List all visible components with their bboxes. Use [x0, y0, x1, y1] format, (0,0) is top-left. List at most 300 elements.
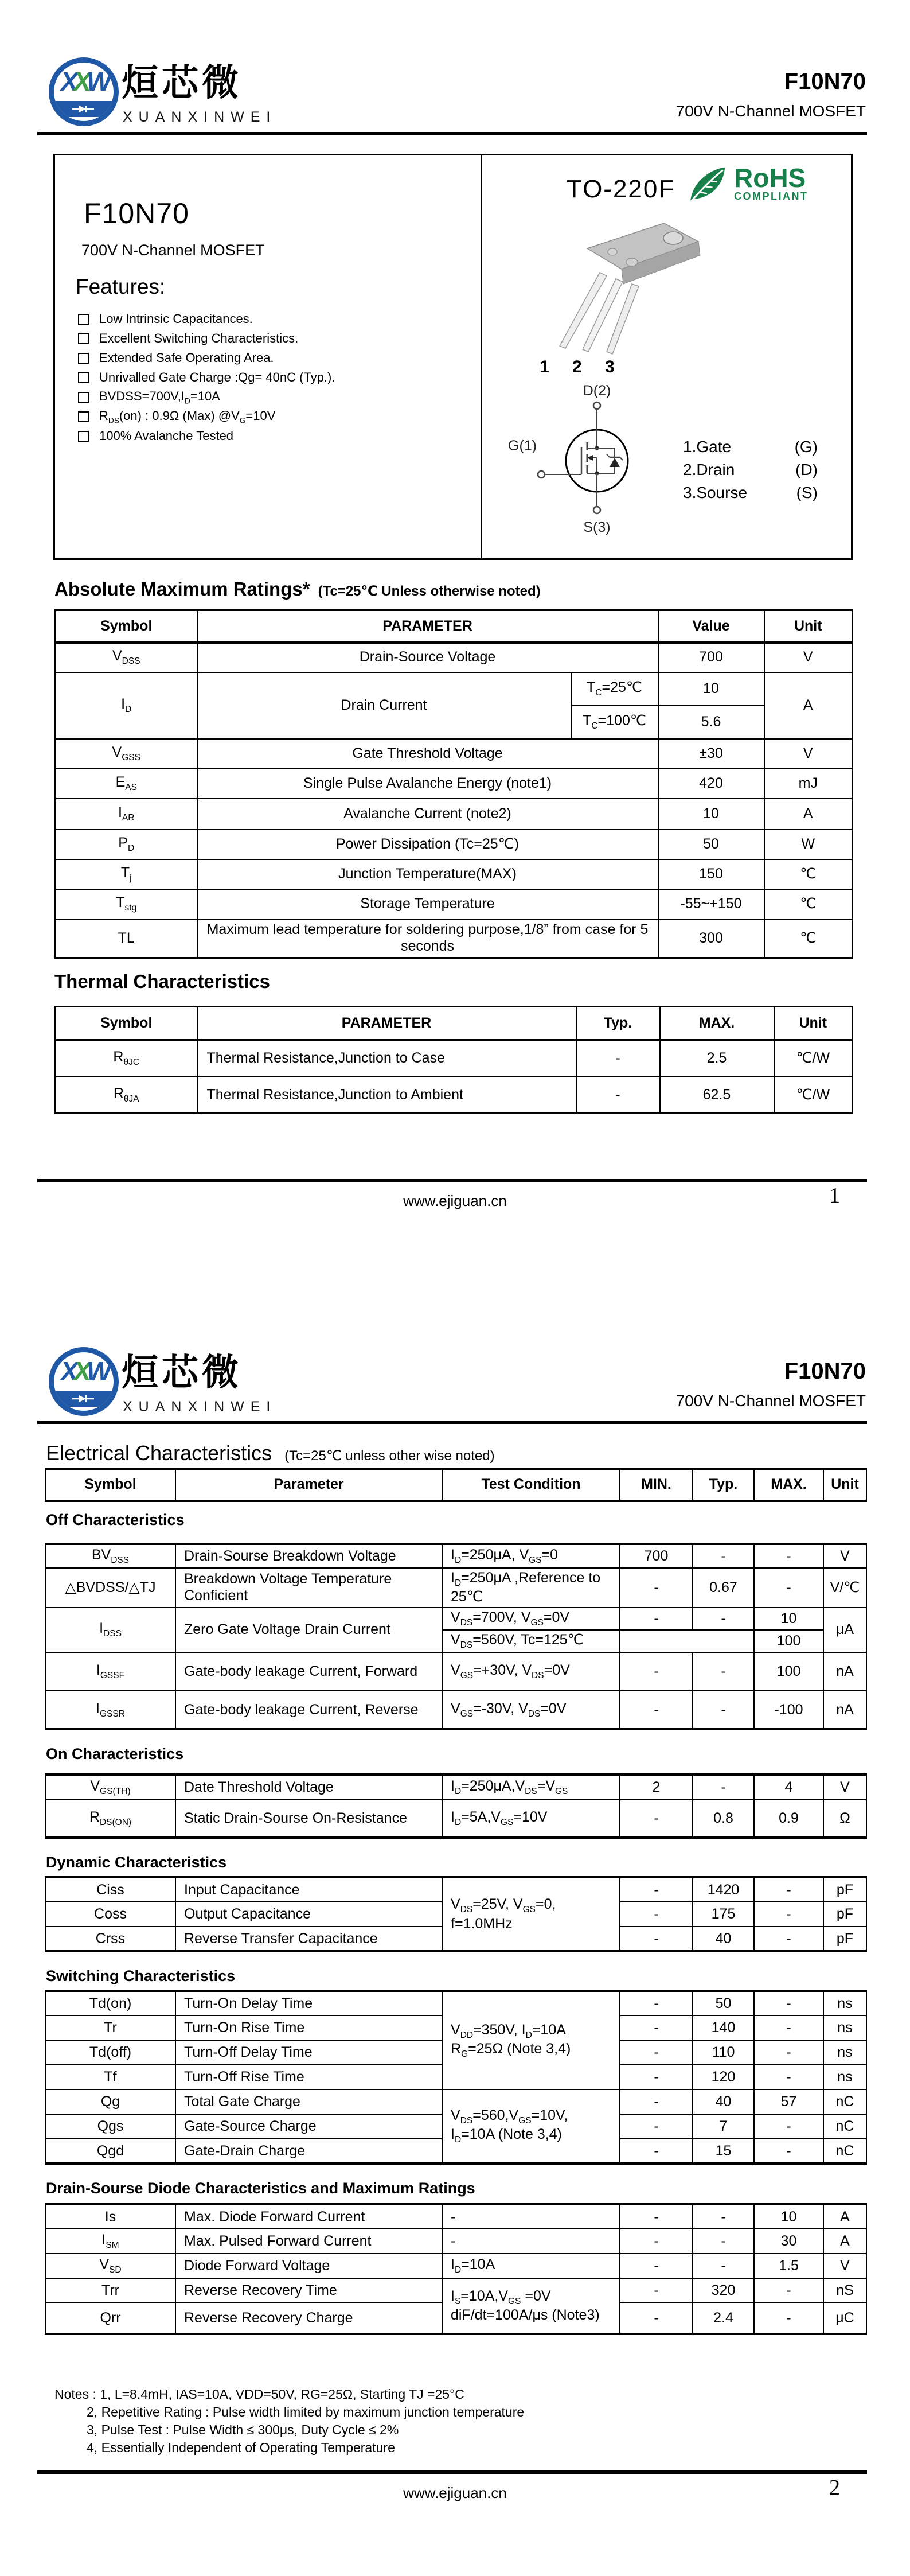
value-cell: 320: [693, 2278, 754, 2303]
feature-item: [78, 309, 335, 329]
header-part-number: F10N70: [784, 1359, 866, 1384]
value-cell: -: [693, 2229, 754, 2254]
condition-cell: $T_C=100℃$: [571, 706, 658, 739]
header-cell: Unit: [823, 1469, 866, 1501]
elec-section-table: [45, 1876, 867, 1952]
value-cell: -: [693, 2254, 754, 2278]
symbol-cell: $I_{GSSR}$: [45, 1691, 175, 1729]
header-cell: Symbol: [56, 610, 197, 643]
rohs-subtitle: COMPLIANT: [734, 190, 809, 202]
value-cell: -: [620, 2040, 693, 2065]
value-cell: -: [620, 2139, 693, 2163]
table-row: [45, 2254, 866, 2278]
symbol-cell: Tf: [45, 2065, 175, 2089]
feature-item: [78, 387, 335, 407]
feature-text: Low Intrinsic Capacitances.: [99, 312, 253, 326]
logo-band: [52, 101, 116, 117]
symbol-cell: Qgs: [45, 2114, 175, 2139]
parameter-cell: Reverse Recovery Time: [175, 2278, 442, 2303]
unit-cell: ns: [823, 2015, 866, 2040]
legend-pin-name: 2.Drain: [683, 461, 735, 478]
value-cell: 62.5: [660, 1077, 774, 1114]
value-cell: -: [620, 1800, 693, 1838]
value-cell: -: [693, 1652, 754, 1691]
page-number: 2: [829, 2476, 840, 2500]
parameter-cell: Drain-Sourse Breakdown Voltage: [175, 1544, 442, 1568]
value-cell: -: [754, 2303, 823, 2334]
legend-pin-symbol: (G): [794, 438, 818, 456]
value-cell: -: [576, 1077, 660, 1114]
condition-cell: $V_{DS}=700V$, $V_{GS}=0V$: [442, 1608, 620, 1630]
table-row: [45, 2204, 866, 2229]
symbol-cell: $BV_{DSS}$: [45, 1544, 175, 1568]
diode-icon: [71, 104, 96, 114]
condition-cell: $T_C=25℃$: [571, 672, 658, 706]
table-row: [45, 1544, 866, 1568]
unit-cell: ns: [823, 1991, 866, 2015]
unit-cell: nC: [823, 2089, 866, 2114]
feature-item: [78, 329, 335, 348]
company-logo: [49, 57, 119, 126]
elec-section-table: [45, 1773, 867, 1839]
legend-item: [683, 435, 818, 458]
condition-cell: $I_D=250\mu A$, $V_{GS}=0$: [442, 1544, 620, 1568]
symbol-cell: Is: [45, 2204, 175, 2229]
header-cell: Symbol: [56, 1007, 197, 1040]
logo-ring: [49, 1347, 119, 1416]
checkbox-icon: [78, 372, 89, 383]
parameter-cell: Gate-body leakage Current, Reverse: [175, 1691, 442, 1729]
table-row: [45, 1691, 866, 1729]
symbol-cell: $I_D$: [56, 672, 197, 739]
symbol-cell: Ciss: [45, 1877, 175, 1902]
parameter-cell: Gate-Source Charge: [175, 2114, 442, 2139]
abs-max-title: Absolute Maximum Ratings*: [54, 578, 310, 600]
value-cell: -: [693, 2204, 754, 2229]
diode-icon: [71, 1394, 96, 1403]
brand-name-cn: 烜芯微: [122, 62, 242, 103]
value-cell: -: [620, 2204, 693, 2229]
value-cell: -: [620, 1927, 693, 1951]
value-cell: 10: [754, 2204, 823, 2229]
value-cell: 0.9: [754, 1800, 823, 1838]
legend-item: [683, 481, 818, 504]
symbol-cell: Crss: [45, 1927, 175, 1951]
unit-cell: nA: [823, 1652, 866, 1691]
condition-cell: -: [442, 2229, 620, 2254]
parameter-cell: Storage Temperature: [197, 889, 658, 919]
parameter-cell: Maximum lead temperature for soldering purpose,1/8” from case for 5 seconds: [197, 919, 658, 958]
header-cell: Symbol: [45, 1469, 175, 1501]
footer-site: www.ejiguan.cn: [403, 2484, 507, 2501]
table-row: [56, 769, 853, 799]
value-cell: -: [620, 1608, 693, 1630]
parameter-cell: Avalanche Current (note2): [197, 799, 658, 830]
condition-cell: $I_D=250\mu A$ ,Reference to 25℃: [442, 1568, 620, 1608]
value-cell: -: [754, 1544, 823, 1568]
header-part-family: 700V N-Channel MOSFET: [675, 102, 866, 120]
symbol-cell: $I_{DSS}$: [45, 1608, 175, 1653]
value-cell: 15: [693, 2139, 754, 2163]
header-cell: PARAMETER: [197, 610, 658, 643]
parameter-cell: Gate Threshold Voltage: [197, 739, 658, 769]
checkbox-icon: [78, 411, 89, 422]
value-cell: 50: [658, 830, 764, 859]
header-cell: MAX.: [754, 1469, 823, 1501]
brand-name-en: XUANXINWEI: [123, 1399, 277, 1415]
value-cell: -: [620, 1568, 693, 1608]
symbol-cell: Coss: [45, 1902, 175, 1927]
value-cell: 700: [620, 1544, 693, 1568]
features-title: Features:: [76, 275, 166, 298]
parameter-cell: Date Threshold Voltage: [175, 1775, 442, 1800]
unit-cell: V/℃: [823, 1568, 866, 1608]
unit-cell: V: [823, 2254, 866, 2278]
section-title: On Characteristics: [46, 1745, 184, 1763]
parameter-cell: Breakdown Voltage Temperature Conficient: [175, 1568, 442, 1608]
condition-cell: $V_{DS}=560,V_{GS}=10V$, $I_D=10A$ (Note 3,4): [442, 2089, 620, 2163]
value-cell: 10: [658, 799, 764, 830]
table-row: [45, 1652, 866, 1691]
condition-cell: $I_D=10A$: [442, 2254, 620, 2278]
table-row: [56, 889, 853, 919]
parameter-cell: Static Drain-Sourse On-Resistance: [175, 1800, 442, 1838]
unit-cell: nC: [823, 2139, 866, 2163]
header-rule: [37, 1421, 867, 1424]
unit-cell: ℃: [764, 919, 853, 958]
note-line: 3, Pulse Test : Pulse Width ≤ 300μs, Duty Cycle ≤ 2%: [87, 2422, 399, 2437]
checkbox-icon: [78, 392, 89, 403]
symbol-cell: TL: [56, 919, 197, 958]
value-cell: -: [620, 2303, 693, 2334]
table-row: [56, 830, 853, 859]
header-cell: MIN.: [620, 1469, 693, 1501]
value-cell: -: [693, 1544, 754, 1568]
value-cell: -: [620, 2229, 693, 2254]
symbol-gate-label: G(1): [508, 438, 537, 454]
value-cell: 2.4: [693, 2303, 754, 2334]
elec-section-table: [45, 1543, 867, 1730]
logo-ring: [49, 57, 119, 126]
symbol-cell: $T_j$: [56, 859, 197, 889]
feature-text: $BVDSS=700V,I_D=10A$: [99, 388, 220, 406]
unit-cell: A: [764, 672, 853, 739]
value-cell: 50: [693, 1991, 754, 2015]
elec-title: Electrical Characteristics: [46, 1441, 272, 1465]
parameter-cell: Max. Diode Forward Current: [175, 2204, 442, 2229]
header-part-family: 700V N-Channel MOSFET: [675, 1392, 866, 1410]
unit-cell: V: [764, 643, 853, 672]
brand-name-en: XUANXINWEI: [123, 109, 277, 125]
symbol-cell: Td(off): [45, 2040, 175, 2065]
elec-sections: [45, 1511, 866, 2335]
table-row: [45, 2089, 866, 2114]
header-part-number: F10N70: [784, 69, 866, 94]
symbol-cell: △BVDSS/△TJ: [45, 1568, 175, 1608]
value-cell: -: [620, 2015, 693, 2040]
header-cell: Unit: [764, 610, 853, 643]
parameter-cell: Gate-Drain Charge: [175, 2139, 442, 2163]
symbol-cell: $P_D$: [56, 830, 197, 859]
parameter-cell: Drain-Source Voltage: [197, 643, 658, 672]
header-cell: Unit: [774, 1007, 853, 1040]
product-overview-box: [53, 154, 853, 560]
table-row: [56, 643, 853, 672]
table-row: [56, 1077, 853, 1114]
brand-name-cn: 烜芯微: [122, 1352, 242, 1393]
elec-note: (Tc=25℃ unless other wise noted): [284, 1448, 495, 1464]
box-divider: [481, 155, 482, 558]
value-cell: 40: [693, 2089, 754, 2114]
section-title: Drain-Sourse Diode Characteristics and Maximum Ratings: [46, 2180, 475, 2197]
value-cell: -: [754, 2139, 823, 2163]
value-cell: -: [620, 2254, 693, 2278]
section-title: Switching Characteristics: [46, 1967, 236, 1985]
unit-cell: nA: [823, 1691, 866, 1729]
note-line: Notes : 1, L=8.4mH, IAS=10A, VDD=50V, RG=25Ω, Starting TJ =25°C: [54, 2387, 464, 2402]
table-row: [45, 1877, 866, 1902]
symbol-cell: Trr: [45, 2278, 175, 2303]
note-line: 4, Essentially Independent of Operating Temperature: [87, 2440, 395, 2455]
unit-cell: ℃/W: [774, 1040, 853, 1077]
value-cell: 700: [658, 643, 764, 672]
unit-cell: μC: [823, 2303, 866, 2334]
value-cell: -: [754, 2040, 823, 2065]
unit-cell: V: [764, 739, 853, 769]
parameter-cell: Output Capacitance: [175, 1902, 442, 1927]
unit-cell: A: [764, 799, 853, 830]
symbol-source-label: S(3): [583, 519, 611, 535]
header-cell: Parameter: [175, 1469, 442, 1501]
value-cell: -: [620, 2065, 693, 2089]
parameter-cell: Max. Pulsed Forward Current: [175, 2229, 442, 2254]
table-header-row: [45, 1469, 866, 1501]
symbol-drain-label: D(2): [583, 383, 611, 399]
value-cell: 10: [658, 672, 764, 706]
unit-cell: V: [823, 1544, 866, 1568]
symbol-cell: $T_{stg}$: [56, 889, 197, 919]
product-part-number: F10N70: [84, 197, 189, 229]
value-cell: -: [754, 1991, 823, 2015]
value-cell: -: [754, 2114, 823, 2139]
features-list: [78, 309, 335, 446]
feature-item: [78, 368, 335, 387]
table-row: [56, 859, 853, 889]
condition-cell: $I_S=10A,V_{GS} =0V$ diF/dt=100A/μs (Note3): [442, 2278, 620, 2334]
value-cell: -: [693, 1775, 754, 1800]
value-cell: 4: [754, 1775, 823, 1800]
value-cell: -: [620, 2278, 693, 2303]
value-cell: -: [754, 2065, 823, 2089]
value-cell: -: [620, 1652, 693, 1691]
footer-rule: [37, 2470, 867, 2474]
header-cell: Typ.: [576, 1007, 660, 1040]
value-cell: 300: [658, 919, 764, 958]
value-cell: 100: [754, 1652, 823, 1691]
value-cell: -: [754, 1902, 823, 1927]
elec-section-table: [45, 1990, 867, 2165]
feature-item: [78, 407, 335, 426]
logo-letters: XXW: [60, 1356, 107, 1386]
value-cell: 1420: [693, 1877, 754, 1902]
parameter-cell: Thermal Resistance,Junction to Ambient: [197, 1077, 576, 1114]
table-row: [56, 739, 853, 769]
unit-cell: V: [823, 1775, 866, 1800]
parameter-cell: Power Dissipation (Tc=25℃): [197, 830, 658, 859]
company-logo: [49, 1347, 119, 1416]
symbol-cell: Td(on): [45, 1991, 175, 2015]
table-row: [56, 672, 853, 706]
symbol-cell: $V_{DSS}$: [56, 643, 197, 672]
value-cell: -: [693, 1691, 754, 1729]
unit-cell: A: [823, 2229, 866, 2254]
condition-cell: $V_{DD}=350V$, $I_D=10A$ $R_G=25\Omega$ (Note 3,4): [442, 1991, 620, 2089]
feature-text: Excellent Switching Characteristics.: [99, 331, 299, 345]
parameter-cell: Reverse Recovery Charge: [175, 2303, 442, 2334]
table-row: [45, 1775, 866, 1800]
abs-max-note: (Tc=25℃ Unless otherwise noted): [318, 583, 541, 599]
value-cell: 2.5: [660, 1040, 774, 1077]
symbol-cell: $V_{GSS}$: [56, 739, 197, 769]
symbol-cell: $R_{DS(ON)}$: [45, 1800, 175, 1838]
unit-cell: ns: [823, 2065, 866, 2089]
value-cell: -: [754, 1877, 823, 1902]
value-cell: 140: [693, 2015, 754, 2040]
table-row: [45, 2229, 866, 2254]
header-cell: PARAMETER: [197, 1007, 576, 1040]
checkbox-icon: [78, 353, 89, 364]
value-cell: 420: [658, 769, 764, 799]
condition-cell: $I_D=250\mu A,V_{DS}=V_{GS}$: [442, 1775, 620, 1800]
package-image: [520, 213, 703, 356]
unit-cell: μA: [823, 1608, 866, 1653]
value-cell: -55~+150: [658, 889, 764, 919]
logo-band: [52, 1391, 116, 1407]
feature-text: $R_{DS}(on)$ : 0.9Ω (Max) $@V_G=10V$: [99, 408, 276, 425]
unit-cell: pF: [823, 1902, 866, 1927]
symbol-cell: Qgd: [45, 2139, 175, 2163]
footer-site: www.ejiguan.cn: [403, 1192, 507, 1209]
parameter-cell: Junction Temperature(MAX): [197, 859, 658, 889]
value-cell: 175: [693, 1902, 754, 1927]
value-cell: 150: [658, 859, 764, 889]
unit-cell: Ω: [823, 1800, 866, 1838]
parameter-cell: Drain Current: [197, 672, 571, 739]
symbol-cell: $V_{SD}$: [45, 2254, 175, 2278]
package-name: TO-220F: [567, 175, 675, 203]
rohs-title: RoHS: [734, 163, 806, 193]
value-cell: ±30: [658, 739, 764, 769]
value-cell: 7: [693, 2114, 754, 2139]
condition-cell: $V_{DS}=25V$, $V_{GS}=0$, f=1.0MHz: [442, 1877, 620, 1951]
table-row: [56, 1040, 853, 1077]
value-cell: -: [620, 2089, 693, 2114]
table-row: [45, 1608, 866, 1630]
header-cell: Test Condition: [442, 1469, 620, 1501]
elec-title-row: [46, 1441, 495, 1465]
symbol-cell: $I_{SM}$: [45, 2229, 175, 2254]
parameter-cell: Gate-body leakage Current, Forward: [175, 1652, 442, 1691]
value-cell: [620, 1630, 754, 1652]
section-title: Dynamic Characteristics: [46, 1854, 227, 1871]
pin-numbers: 1 2 3: [540, 357, 624, 376]
legend-pin-symbol: (S): [796, 484, 818, 501]
symbol-cell: $I_{AR}$: [56, 799, 197, 830]
parameter-cell: Turn-On Delay Time: [175, 1991, 442, 2015]
table-row: [56, 919, 853, 958]
parameter-cell: Reverse Transfer Capacitance: [175, 1927, 442, 1951]
condition-cell: $V_{GS}=-30V$, $V_{DS}=0V$: [442, 1691, 620, 1729]
legend-item: [683, 458, 818, 481]
value-cell: 120: [693, 2065, 754, 2089]
footer-rule: [37, 1179, 867, 1182]
symbol-cell: $V_{GS(TH)}$: [45, 1775, 175, 1800]
table-row: [56, 799, 853, 830]
feature-text: 100% Avalanche Tested: [99, 429, 234, 443]
value-cell: 30: [754, 2229, 823, 2254]
symbol-cell: $I_{GSSF}$: [45, 1652, 175, 1691]
checkbox-icon: [78, 431, 89, 442]
value-cell: 1.5: [754, 2254, 823, 2278]
legend-pin-symbol: (D): [795, 461, 818, 478]
mosfet-symbol: [537, 398, 657, 518]
symbol-cell: $E_{AS}$: [56, 769, 197, 799]
unit-cell: pF: [823, 1877, 866, 1902]
table-row: [45, 1800, 866, 1838]
unit-cell: ℃: [764, 889, 853, 919]
condition-cell: $V_{DS}=560V$, Tc=125℃: [442, 1630, 620, 1652]
abs-max-table: [54, 609, 853, 959]
symbol-cell: Qrr: [45, 2303, 175, 2334]
unit-cell: nC: [823, 2114, 866, 2139]
value-cell: 57: [754, 2089, 823, 2114]
header-cell: MAX.: [660, 1007, 774, 1040]
legend-pin-name: 1.Gate: [683, 438, 732, 456]
unit-cell: ns: [823, 2040, 866, 2065]
logo-letters: XXW: [60, 67, 107, 96]
rohs-logo: [685, 165, 809, 206]
table-row: [45, 1991, 866, 2015]
header-cell: Typ.: [693, 1469, 754, 1501]
value-cell: 10: [754, 1608, 823, 1630]
value-cell: -: [620, 2114, 693, 2139]
feature-text: Extended Safe Operating Area.: [99, 351, 274, 365]
rohs-leaf-icon: [685, 165, 729, 206]
product-part-family: 700V N-Channel MOSFET: [81, 242, 265, 259]
legend-pin-name: 3.Sourse: [683, 484, 748, 501]
parameter-cell: Turn-Off Delay Time: [175, 2040, 442, 2065]
value-cell: 2: [620, 1775, 693, 1800]
parameter-cell: Total Gate Charge: [175, 2089, 442, 2114]
value-cell: 0.8: [693, 1800, 754, 1838]
table-row: [45, 1568, 866, 1608]
table-header-row: [56, 610, 853, 643]
value-cell: -: [576, 1040, 660, 1077]
parameter-cell: Input Capacitance: [175, 1877, 442, 1902]
section-title: Off Characteristics: [46, 1511, 185, 1528]
value-cell: -: [754, 2015, 823, 2040]
parameter-cell: Zero Gate Voltage Drain Current: [175, 1608, 442, 1653]
pin-legend: [683, 435, 818, 504]
unit-cell: pF: [823, 1927, 866, 1951]
value-cell: -: [754, 1568, 823, 1608]
unit-cell: mJ: [764, 769, 853, 799]
symbol-cell: Qg: [45, 2089, 175, 2114]
condition-cell: -: [442, 2204, 620, 2229]
parameter-cell: Turn-On Rise Time: [175, 2015, 442, 2040]
value-cell: -: [754, 1927, 823, 1951]
unit-cell: ℃/W: [774, 1077, 853, 1114]
